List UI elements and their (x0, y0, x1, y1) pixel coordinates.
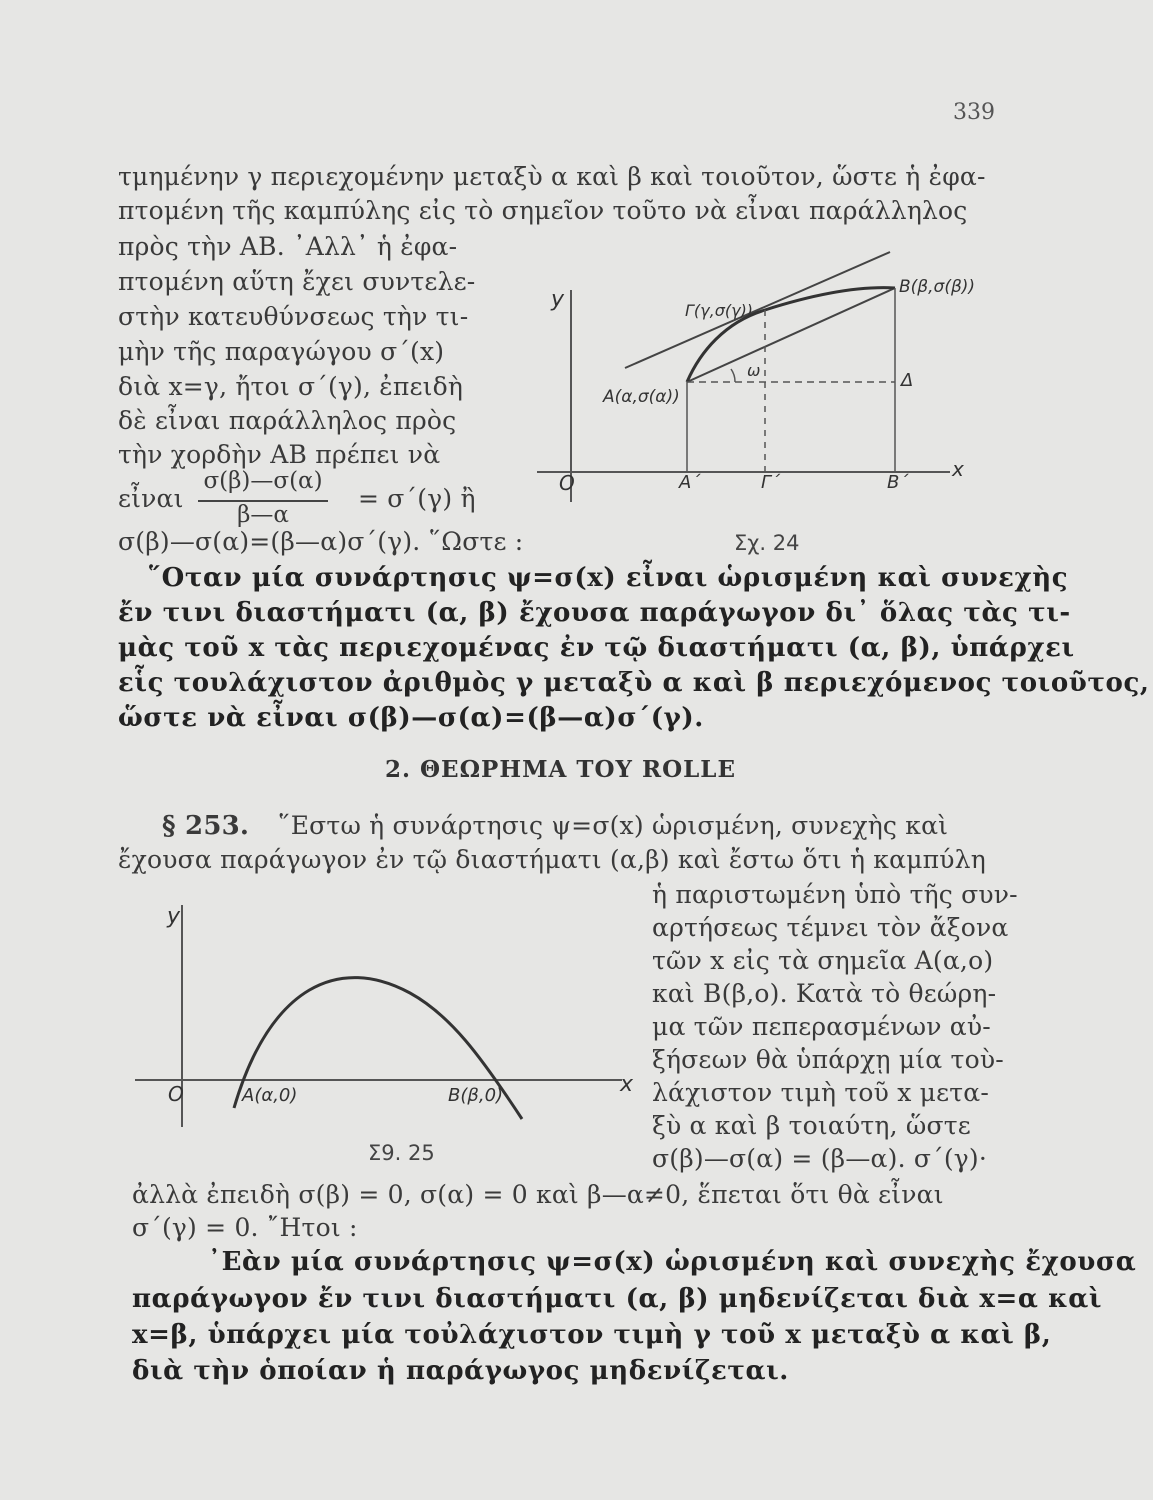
text-line: ἡ παριστωμένη ὑπὸ τῆς συν- (652, 880, 1018, 909)
theorem-line: μὰς τοῦ x τὰς περιεχομένας ἐν τῷ διαστήματι (α, β), ὑπάρχει (118, 633, 1075, 663)
label-a-prime: A΄ (679, 472, 701, 493)
label-a: A(α,0) (242, 1085, 298, 1106)
frac-suffix: = σ΄(γ) ἢ (358, 484, 476, 513)
label-origin: O (168, 1082, 184, 1106)
text-line: πρὸς τὴν ΑΒ. ᾿Αλλ᾿ ἡ ἐφα- (118, 232, 458, 261)
text-line: σ(β)—σ(α) = (β—α). σ΄(γ)· (652, 1144, 988, 1173)
text-line: ξὺ α καὶ β τοιαύτη, ὥστε (652, 1111, 971, 1140)
text-line: μὴν τῆς παραγώγου σ΄(x) (118, 337, 445, 366)
frac-denominator: β—α (237, 502, 289, 528)
figure-25 (130, 895, 640, 1135)
text-line: ξήσεων θὰ ὑπάρχῃ μία τοὺ- (652, 1045, 1004, 1074)
text-line: πτομένη αὕτη ἔχει συντελε- (118, 267, 476, 296)
text-line: σ(β)—σ(α)=(β—α)σ΄(γ). ῞Ωστε : (118, 527, 524, 556)
theorem-line: παράγωγον ἔν τινι διαστήματι (α, β) μηδενίζεται διὰ x=α καὶ (132, 1284, 1103, 1314)
label-omega: ω (747, 361, 761, 380)
label-delta: Δ (901, 370, 914, 391)
label-b-prime: B΄ (887, 472, 909, 493)
label-y: y (551, 287, 565, 312)
label-x: x (952, 457, 964, 481)
text-line: δὲ εἶναι παράλληλος πρὸς (118, 406, 457, 435)
text-line: αρτήσεως τέμνει τὸν ἄξονα (652, 913, 1009, 942)
label-g-prime: Γ΄ (761, 472, 781, 493)
text-line: πτομένη τῆς καμπύλης εἰς τὸ σημεῖον τοῦτο νὰ εἶναι παράλληλος (118, 196, 968, 225)
section-mark: § 253. (162, 811, 250, 841)
text-line: μα τῶν πεπερασμένων αὐ- (652, 1012, 991, 1041)
frac-prefix: εἶναι (118, 484, 184, 513)
text-line: καὶ Β(β,ο). Κατὰ τὸ θεώρη- (652, 979, 997, 1008)
theorem-line: εἷς τουλάχιστον ἀριθμὸς γ μεταξὺ α καὶ β περιεχόμενος τοιοῦτος, (118, 668, 1150, 698)
label-a: A(α,σ(α)) (603, 387, 680, 407)
figure-24 (525, 240, 975, 510)
text-line: ῞Εστω ἡ συνάρτησις ψ=σ(x) ὡρισμένη, συνεχὴς καὶ (278, 811, 949, 840)
page-number: 339 (953, 100, 995, 125)
text-line: τμημένην γ περιεχομένην μεταξὺ α καὶ β καὶ τοιοῦτον, ὥστε ἡ ἐφα- (118, 162, 986, 191)
text-line: ἀλλὰ ἐπειδὴ σ(β) = 0, σ(α) = 0 καὶ β—α≠0, ἕπεται ὅτι θὰ εἶναι (132, 1180, 944, 1209)
text-line: τῶν x εἰς τὰ σημεῖα Α(α,ο) (652, 946, 994, 975)
theorem-line: ἔν τινι διαστήματι (α, β) ἔχουσα παράγωγον δι᾿ ὅλας τὰς τι- (118, 598, 1071, 628)
theorem-line: διὰ τὴν ὁποίαν ἡ παράγωγος μηδενίζεται. (132, 1356, 789, 1386)
angle-arc (731, 369, 735, 382)
text-line: διὰ x=γ, ἤτοι σ΄(γ), ἐπειδὴ (118, 372, 464, 401)
label-b: B(β,0) (448, 1085, 504, 1106)
text-line: σ΄(γ) = 0. ῎Ητοι : (132, 1213, 358, 1242)
figure-24-caption: Σχ. 24 (734, 531, 800, 555)
figure-25-caption: Σ9. 25 (368, 1141, 435, 1165)
theorem-line: x=β, ὑπάρχει μία τοὐλάχιστον τιμὴ γ τοῦ x μεταξὺ α καὶ β, (132, 1320, 1052, 1350)
theorem-line: ᾿Εὰν μία συνάρτησις ψ=σ(x) ὡρισμένη καὶ συνεχὴς ἔχουσα (208, 1247, 1137, 1277)
frac-numerator: σ(β)—σ(α) (203, 468, 323, 494)
text-line: τὴν χορδὴν ΑΒ πρέπει νὰ (118, 440, 441, 469)
theorem-line: ὥστε νὰ εἶναι σ(β)—σ(α)=(β—α)σ΄(γ). (118, 703, 704, 733)
theorem-line: ῞Οταν μία συνάρτησις ψ=σ(x) εἶναι ὡρισμένη καὶ συνεχὴς (148, 563, 1069, 593)
label-gamma: Γ(γ,σ(γ)) (685, 301, 754, 320)
label-y: y (167, 904, 181, 929)
text-line: ἔχουσα παράγωγον ἐν τῷ διαστήματι (α,β) καὶ ἔστω ὅτι ἡ καμπύλη (118, 845, 986, 874)
text-line: στὴν κατευθύνσεως τὴν τι- (118, 302, 469, 331)
label-b: B(β,σ(β)) (899, 277, 975, 297)
section-heading: 2. ΘΕΩΡΗΜΑ ΤΟΥ ROLLE (385, 756, 736, 783)
text-line: λάχιστον τιμὴ τοῦ x μετα- (652, 1078, 990, 1107)
label-x: x (620, 1072, 634, 1097)
label-origin: O (559, 471, 575, 495)
